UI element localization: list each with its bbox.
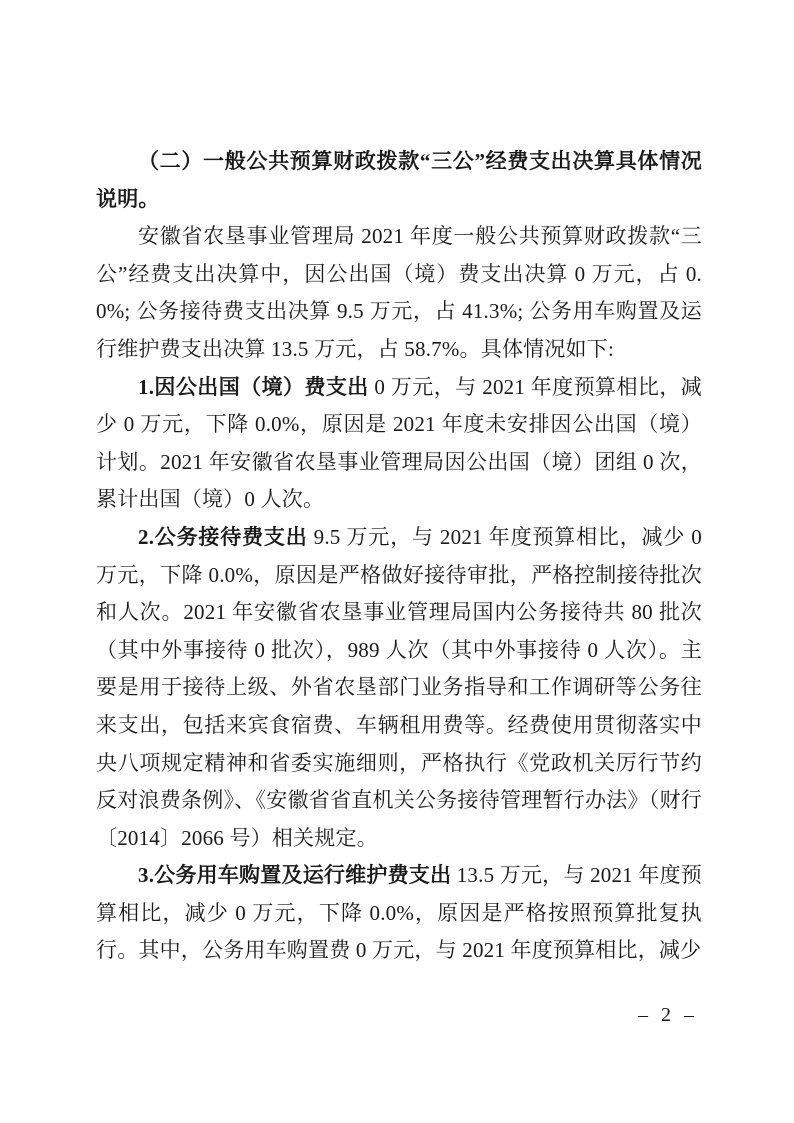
item-1-lead: 1.因公出国（境）费支出 <box>138 374 369 399</box>
paragraph-item-2 <box>96 519 702 857</box>
paragraph-item-3 <box>96 857 702 970</box>
item-3-lead: 3.公务用车购置及运行维护费支出 <box>138 863 452 888</box>
paragraph-item-1 <box>96 369 702 519</box>
item-1-text: 0 万元，与 2021 年度预算相比，减少 0 万元，下降 0.0%，原因是 2021 年度未安排因公出国（境）计划。2021 年安徽省农垦事业管理局因公出国（境）团组 0 次，累计出国（境）0 人次。 <box>96 374 702 512</box>
paragraph-overview-text: 安徽省农垦事业管理局 2021 年度一般公共预算财政拨款“三公”经费支出决算中，因公出国（境）费支出决算 0 万元，占 0.0%; 公务接待费支出决算 9.5 万元，占 41.3%; 公务用车购置及运行维护费支出决算 13.5 万元，占 58.7%。具体情况如下: <box>96 224 702 361</box>
document-body <box>96 143 702 970</box>
item-3-text: 13.5 万元，与 2021 年度预算相比，减少 0 万元，下降 0.0%，原因是严格按照预算批复执行。其中，公务用车购置费 0 万元，与 2021 年度预算相比，减少 <box>96 863 702 963</box>
section-heading: （二）一般公共预算财政拨款“三公”经费支出决算具体情况说明。 <box>96 149 702 211</box>
page-number: – 2 – <box>638 1004 698 1026</box>
item-2-lead: 2.公务接待费支出 <box>138 524 308 549</box>
paragraph-overview <box>96 218 702 368</box>
item-2-text: 9.5 万元，与 2021 年度预算相比，减少 0 万元，下降 0.0%，原因是严格做好接待审批，严格控制接待批次和人次。2021 年安徽省农垦事业管理局国内公务接待共 80 批次（其中外事接待 0 批次），989 人次（其中外事接待 0 人次）。主要是用于接待上级、外省农垦部门业务指导和工作调研等公务往来支出，包括来宾食宿费、车辆租用费等。经费使用贯彻落实中央八项规定精神和省委实施细则，严格执行《党政机关厉行节约反对浪费条例》、《安徽省省直机关公务接待管理暂行办法》（财行〔2014〕2066 号）相关规定。 <box>96 524 702 850</box>
